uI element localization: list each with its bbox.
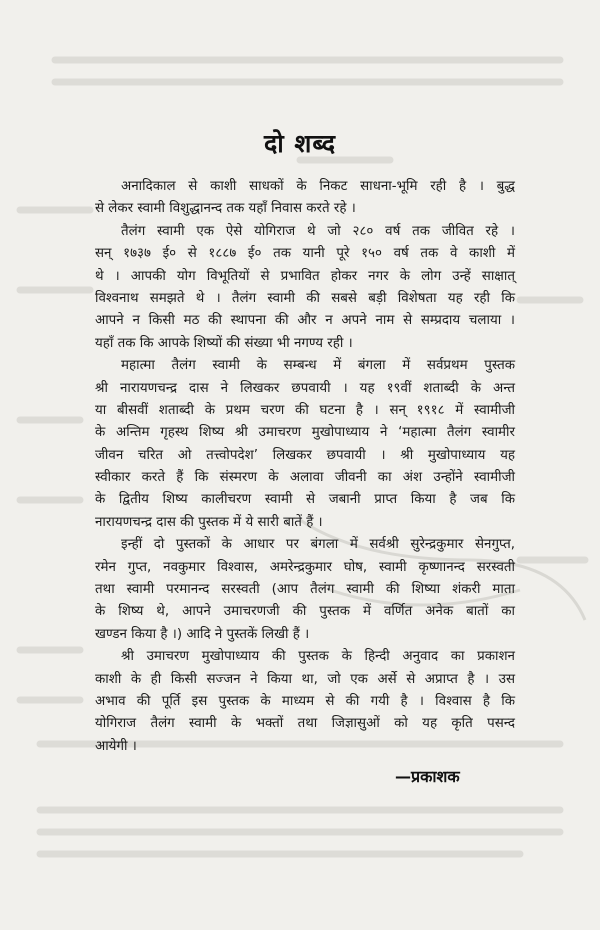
text-line: खण्डन किया है ।) आदि ने पुस्तकें लिखी हैं । [95,626,310,642]
text-line: नारायणचन्द्र दास की पुस्तक में ये सारी बातें हैं । [95,514,323,530]
signature: —प्रकाशक [395,767,460,786]
text-line: के अन्तिम गृहस्थ शिष्य श्री उमाचरण मुखोपाध्याय ने ‘महात्मा तैलंग स्वामीर [95,425,515,441]
text-line: विश्वनाथ समझते थे । तैलंग स्वामी की सबसे बड़ी विशेषता यह रही कि [95,290,515,306]
paragraph [95,646,515,758]
text-line: आयेगी । [95,738,137,754]
page-title: दो शब्द [263,129,337,158]
text-line: अभाव की पूर्ति इस पुस्तक के माध्यम से की गयी है । विश्वास है कि [95,693,515,709]
text-line: काशी के ही किसी सज्जन ने किया था, जो एक अर्से से अप्राप्त है । उस [95,671,515,687]
text-line: अनादिकाल से काशी साधकों के निकट साधना-भूमि रही है । बुद्ध [121,179,515,194]
text-line: श्री उमाचरण मुखोपाध्याय की पुस्तक के हिन्दी अनुवाद का प्रकाशन [121,649,515,665]
text-line: स्वीकार करते हैं कि संस्मरण के अलावा जीवनी का अंश उन्होंने स्वामीजी [95,470,515,486]
text-line: तथा स्वामी परमानन्द सरस्वती (आप तैलंग स्वामी की शिष्या शंकरी माता [95,582,515,598]
text-line: से लेकर स्वामी विशुद्धानन्द तक यहाँ निवास करते रहे । [95,201,356,217]
paragraph [95,221,515,355]
text-line: थे । आपकी योग विभूतियों से प्रभावित होकर नगर के लोग उन्हें साक्षात् [95,268,515,284]
text-line: सन् १७३७ ई० से १८८७ ई० तक यानी पूरे १५० वर्ष तक वे काशी में [95,246,515,262]
text-line: जीवन चरित ओ तत्त्वोपदेश’ लिखकर छपवायी । श्री मुखोपाध्याय यह [95,447,515,463]
text-line: योगिराज तैलंग स्वामी के भक्तों तथा जिज्ञासुओं को यह कृति पसन्द [95,716,515,732]
text-line: यहाँ तक कि आपके शिष्यों की संख्या भी नगण्य रही । [95,335,353,351]
text-line: तैलंग स्वामी एक ऐसे योगिराज थे जो २८० वर्ष तक जीवित रहे । [121,223,515,239]
text-line: श्री नारायणचन्द्र दास ने लिखकर छपवायी । यह १९वीं शताब्दी के अन्त [95,380,515,396]
paragraph [95,355,515,534]
paragraph [95,176,515,221]
text-line: के शिष्य थे, आपने उमाचरणजी की पुस्तक में वर्णित अनेक बातों का [95,604,515,620]
paragraph [95,534,515,646]
text-line: रमेन गुप्त, नवकुमार विश्वास, अमरेन्द्रकुमार घोष, स्वामी कृष्णानन्द सरस्वती [95,559,515,575]
text-line: महात्मा तैलंग स्वामी के सम्बन्ध में बंगला में सर्वप्रथम पुस्तक [121,358,515,374]
text-line: या बीसवीं शताब्दी के प्रथम चरण की घटना है । सन् १९१८ में स्वामीजी [95,402,515,418]
body-text [95,176,515,758]
text-line: के द्वितीय शिष्य कालीचरण स्वामी से जबानी प्राप्त किया है जब कि [95,492,515,508]
text-line: आपने न किसी मठ की स्थापना की और न अपने नाम से सम्प्रदाय चलाया । [95,313,515,329]
text-line: इन्हीं दो पुस्तकों के आधार पर बंगला में सर्वश्री सुरेन्द्रकुमार सेनगुप्त, [121,537,515,553]
